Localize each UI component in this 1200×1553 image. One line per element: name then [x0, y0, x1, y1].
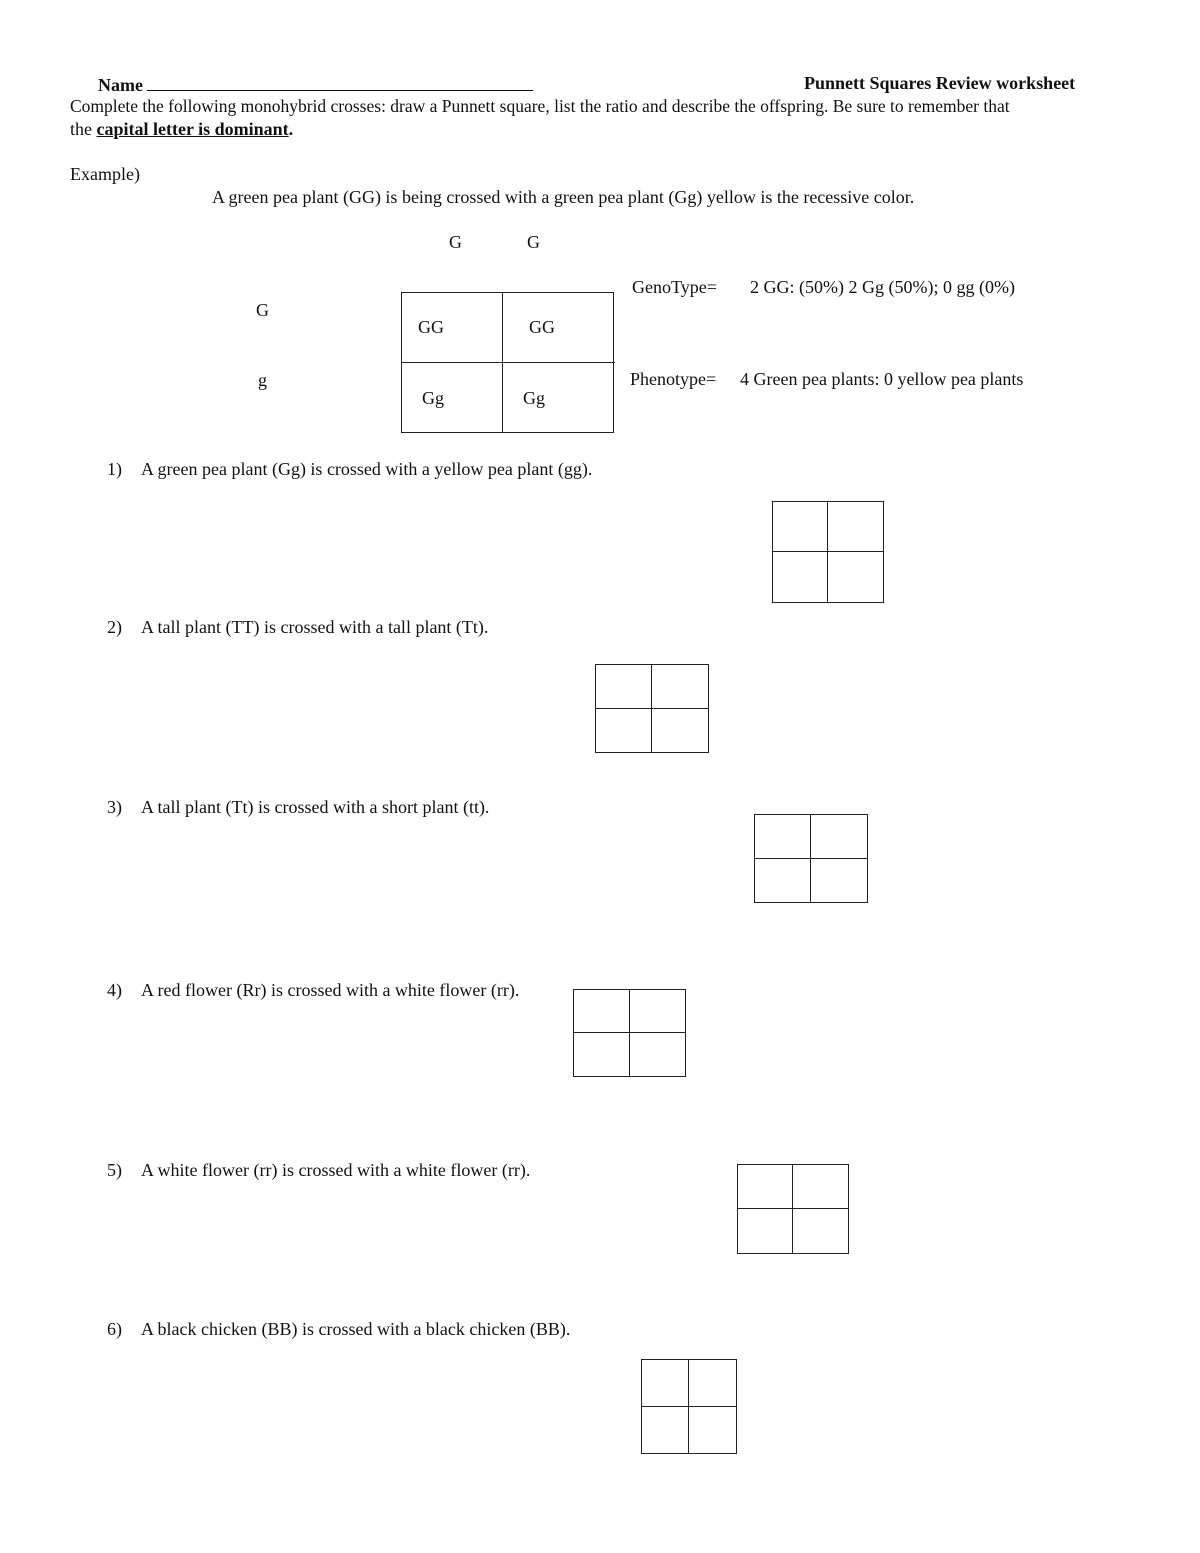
answer-cell[interactable]	[596, 665, 652, 709]
instructions-period: .	[288, 119, 294, 139]
answer-cell[interactable]	[652, 665, 708, 709]
answer-punnett-square-1[interactable]	[772, 501, 884, 603]
example-cell	[402, 293, 503, 363]
answer-punnett-square-2[interactable]	[595, 664, 709, 753]
example-label: Example)	[70, 164, 140, 184]
answer-cell[interactable]	[630, 1033, 686, 1076]
genotype-label: GenoType=	[632, 277, 717, 297]
answer-punnett-square-3[interactable]	[754, 814, 868, 903]
answer-cell[interactable]	[773, 552, 828, 602]
example-description: A green pea plant (GG) is being crossed with a green pea plant (Gg) yellow is the recessive color.	[212, 187, 915, 207]
name-field[interactable]	[147, 72, 533, 91]
question-text: A tall plant (Tt) is crossed with a short plant (tt).	[141, 797, 490, 817]
question-text: A green pea plant (Gg) is crossed with a yellow pea plant (gg).	[141, 459, 593, 479]
name-label: Name	[98, 75, 143, 95]
answer-cell[interactable]	[642, 1407, 689, 1454]
answer-cell[interactable]	[642, 1360, 689, 1407]
phenotype-label: Phenotype=	[630, 369, 717, 389]
phenotype-value: 4 Green pea plants: 0 yellow pea plants	[740, 369, 1024, 389]
example-cell-text: GG	[529, 317, 555, 337]
answer-cell[interactable]	[652, 709, 708, 753]
example-cell-text: GG	[418, 317, 444, 337]
answer-cell[interactable]	[738, 1209, 793, 1253]
answer-cell[interactable]	[828, 502, 883, 552]
question-text: A white flower (rr) is crossed with a white flower (rr).	[141, 1160, 531, 1180]
question-number: 6)	[107, 1319, 122, 1339]
example-top-allele-2: G	[527, 232, 540, 252]
question-number: 4)	[107, 980, 122, 1000]
question-number: 5)	[107, 1160, 122, 1180]
question-text: A tall plant (TT) is crossed with a tall plant (Tt).	[141, 617, 489, 637]
worksheet-title: Punnett Squares Review worksheet	[804, 73, 1076, 93]
example-cell	[503, 363, 615, 433]
answer-cell[interactable]	[689, 1360, 736, 1407]
example-side-allele-2: g	[258, 370, 267, 390]
answer-cell[interactable]	[828, 552, 883, 602]
question-number: 2)	[107, 617, 122, 637]
answer-cell[interactable]	[755, 859, 811, 903]
instructions-line-1: Complete the following monohybrid crosses: draw a Punnett square, list the ratio and describe the offspring. Be sure to remember that	[70, 96, 1010, 116]
example-punnett-square	[401, 292, 614, 433]
answer-cell[interactable]	[574, 1033, 630, 1076]
answer-cell[interactable]	[574, 990, 630, 1033]
genotype-value: 2 GG: (50%) 2 Gg (50%); 0 gg (0%)	[750, 277, 1015, 297]
example-side-allele-1: G	[256, 300, 269, 320]
example-cell	[402, 363, 503, 433]
question-text: A red flower (Rr) is crossed with a white flower (rr).	[141, 980, 520, 1000]
dominant-emphasis: capital letter is dominant	[96, 119, 289, 139]
instructions-line-2	[70, 118, 293, 140]
answer-cell[interactable]	[793, 1209, 848, 1253]
answer-cell[interactable]	[811, 859, 867, 903]
example-cell	[503, 293, 615, 363]
answer-punnett-square-4[interactable]	[573, 989, 686, 1077]
example-cell-text: Gg	[523, 387, 545, 408]
answer-cell[interactable]	[755, 815, 811, 859]
question-text: A black chicken (BB) is crossed with a black chicken (BB).	[141, 1319, 571, 1339]
answer-cell[interactable]	[811, 815, 867, 859]
answer-cell[interactable]	[596, 709, 652, 753]
example-cell-text: Gg	[422, 387, 444, 408]
answer-cell[interactable]	[793, 1165, 848, 1209]
name-row	[98, 72, 533, 96]
question-number: 1)	[107, 459, 122, 479]
answer-punnett-square-5[interactable]	[737, 1164, 849, 1254]
answer-punnett-square-6[interactable]	[641, 1359, 737, 1454]
question-number: 3)	[107, 797, 122, 817]
answer-cell[interactable]	[738, 1165, 793, 1209]
answer-cell[interactable]	[773, 502, 828, 552]
answer-cell[interactable]	[630, 990, 686, 1033]
example-top-allele-1: G	[449, 232, 462, 252]
answer-cell[interactable]	[689, 1407, 736, 1454]
instructions-the: the	[70, 119, 97, 139]
